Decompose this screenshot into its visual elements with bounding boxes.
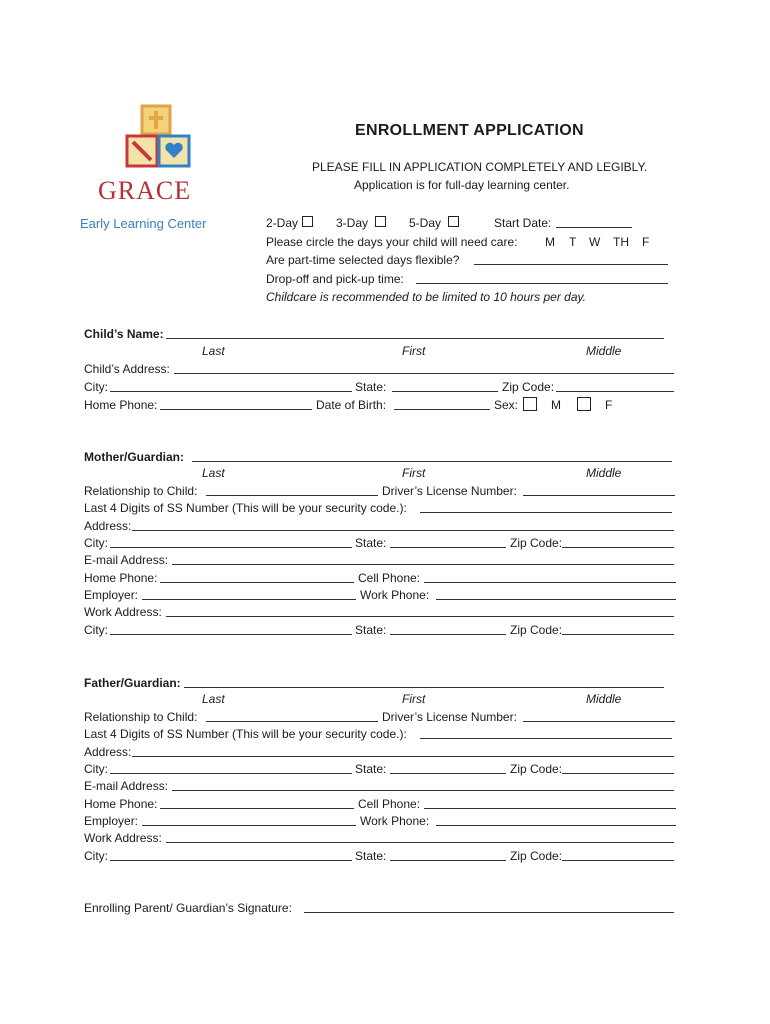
father-work-phone-field[interactable] — [436, 825, 676, 826]
child-address-field[interactable] — [174, 373, 674, 374]
father-work-address-label: Work Address: — [84, 831, 162, 845]
sex-m-label: M — [551, 398, 561, 412]
mother-work-zip-label: Zip Code: — [510, 623, 563, 637]
father-home-phone-field[interactable] — [160, 808, 354, 809]
mother-city-label: City: — [84, 536, 108, 550]
sex-f-checkbox[interactable] — [577, 397, 591, 411]
mother-employer-field[interactable] — [142, 599, 356, 600]
father-zip-field[interactable] — [562, 773, 674, 774]
mother-email-field[interactable] — [172, 564, 674, 565]
child-middle-caption: Middle — [586, 344, 622, 358]
sex-m-checkbox[interactable] — [523, 397, 537, 411]
father-relationship-field[interactable] — [206, 721, 378, 722]
day-f[interactable]: F — [642, 235, 650, 249]
child-city-field[interactable] — [110, 391, 352, 392]
child-name-label: Child’s Name: — [84, 327, 164, 341]
part-time-field[interactable] — [474, 264, 668, 265]
child-name-field[interactable] — [166, 338, 664, 339]
dropoff-field[interactable] — [416, 283, 668, 284]
mother-cell-phone-label: Cell Phone: — [358, 571, 421, 585]
father-home-phone-label: Home Phone: — [84, 797, 158, 811]
mother-work-phone-label: Work Phone: — [360, 588, 430, 602]
father-relationship-label: Relationship to Child: — [84, 710, 198, 724]
instruction-2: Application is for full-day learning center. — [354, 178, 570, 192]
father-middle-caption: Middle — [586, 692, 622, 706]
two-day-checkbox[interactable] — [302, 216, 313, 227]
father-work-zip-label: Zip Code: — [510, 849, 563, 863]
dropoff-label: Drop-off and pick-up time: — [266, 272, 404, 286]
hours-note: Childcare is recommended to be limited to 10 hours per day. — [266, 290, 586, 304]
father-cell-phone-field[interactable] — [424, 808, 676, 809]
day-t[interactable]: T — [569, 235, 577, 249]
mother-employer-label: Employer: — [84, 588, 139, 602]
child-state-label: State: — [355, 380, 387, 394]
start-date-field[interactable] — [556, 227, 632, 228]
father-name-field[interactable] — [184, 687, 664, 688]
mother-city-field[interactable] — [110, 547, 352, 548]
sex-f-label: F — [605, 398, 613, 412]
mother-work-city-field[interactable] — [110, 634, 352, 635]
day-w[interactable]: W — [589, 235, 601, 249]
mother-heading: Mother/Guardian: — [84, 450, 185, 464]
father-city-field[interactable] — [110, 773, 352, 774]
instruction-1: PLEASE FILL IN APPLICATION COMPLETELY AND LEGIBLY. — [312, 160, 648, 174]
mother-email-label: E-mail Address: — [84, 553, 169, 567]
day-th[interactable]: TH — [613, 235, 629, 249]
mother-work-state-label: State: — [355, 623, 387, 637]
mother-license-label: Driver’s License Number: — [382, 484, 517, 498]
father-work-state-label: State: — [355, 849, 387, 863]
father-first-caption: First — [402, 692, 426, 706]
mother-last-caption: Last — [202, 466, 225, 480]
father-work-zip-field[interactable] — [562, 860, 674, 861]
mother-license-field[interactable] — [523, 495, 675, 496]
child-zip-field[interactable] — [556, 391, 674, 392]
father-email-field[interactable] — [172, 790, 674, 791]
father-ssn-field[interactable] — [420, 738, 672, 739]
father-work-city-field[interactable] — [110, 860, 352, 861]
father-work-state-field[interactable] — [390, 860, 506, 861]
mother-zip-field[interactable] — [562, 547, 674, 548]
mother-ssn-field[interactable] — [420, 512, 672, 513]
circle-days-label: Please circle the days your child will need care: — [266, 235, 518, 249]
father-city-label: City: — [84, 762, 108, 776]
mother-work-zip-field[interactable] — [562, 634, 674, 635]
child-home-phone-label: Home Phone: — [84, 398, 158, 412]
two-day-label: 2-Day — [266, 216, 299, 230]
father-employer-field[interactable] — [142, 825, 356, 826]
five-day-label: 5-Day — [409, 216, 442, 230]
mother-first-caption: First — [402, 466, 426, 480]
mother-home-phone-label: Home Phone: — [84, 571, 158, 585]
mother-cell-phone-field[interactable] — [424, 582, 676, 583]
child-last-caption: Last — [202, 344, 225, 358]
mother-work-address-field[interactable] — [166, 616, 674, 617]
mother-middle-caption: Middle — [586, 466, 622, 480]
child-address-label: Child’s Address: — [84, 362, 170, 376]
mother-work-address-label: Work Address: — [84, 605, 162, 619]
child-dob-field[interactable] — [394, 409, 490, 410]
child-zip-label: Zip Code: — [502, 380, 555, 394]
father-work-phone-label: Work Phone: — [360, 814, 430, 828]
father-ssn-label: Last 4 Digits of SS Number (This will be your security code.): — [84, 727, 407, 741]
blocks-logo-icon — [105, 100, 225, 180]
mother-state-label: State: — [355, 536, 387, 550]
page-title: ENROLLMENT APPLICATION — [355, 122, 584, 139]
mother-work-phone-field[interactable] — [436, 599, 676, 600]
start-date-label: Start Date: — [494, 216, 552, 230]
part-time-label: Are part-time selected days flexible? — [266, 253, 460, 267]
logo-subtitle: Early Learning Center — [80, 216, 207, 231]
father-address-field[interactable] — [132, 756, 674, 757]
father-work-address-field[interactable] — [166, 842, 674, 843]
mother-home-phone-field[interactable] — [160, 582, 354, 583]
father-license-label: Driver’s License Number: — [382, 710, 517, 724]
mother-work-city-label: City: — [84, 623, 108, 637]
father-employer-label: Employer: — [84, 814, 139, 828]
mother-state-field[interactable] — [390, 547, 506, 548]
child-first-caption: First — [402, 344, 426, 358]
child-sex-label: Sex: — [494, 398, 519, 412]
father-cell-phone-label: Cell Phone: — [358, 797, 421, 811]
five-day-checkbox[interactable] — [448, 216, 459, 227]
child-dob-label: Date of Birth: — [316, 398, 387, 412]
mother-work-state-field[interactable] — [390, 634, 506, 635]
child-city-label: City: — [84, 380, 108, 394]
three-day-label: 3-Day — [336, 216, 369, 230]
mother-ssn-label: Last 4 Digits of SS Number (This will be your security code.): — [84, 501, 407, 515]
mother-relationship-field[interactable] — [206, 495, 378, 496]
mother-address-field[interactable] — [132, 530, 674, 531]
mother-address-label: Address: — [84, 519, 132, 533]
father-state-label: State: — [355, 762, 387, 776]
logo — [98, 100, 225, 205]
child-home-phone-field[interactable] — [160, 409, 312, 410]
father-address-label: Address: — [84, 745, 132, 759]
day-m[interactable]: M — [545, 235, 555, 249]
father-license-field[interactable] — [523, 721, 675, 722]
signature-field[interactable] — [304, 912, 674, 913]
father-email-label: E-mail Address: — [84, 779, 169, 793]
child-state-field[interactable] — [392, 391, 498, 392]
three-day-checkbox[interactable] — [375, 216, 386, 227]
mother-relationship-label: Relationship to Child: — [84, 484, 198, 498]
mother-name-field[interactable] — [192, 461, 672, 462]
father-work-city-label: City: — [84, 849, 108, 863]
logo-name: GRACE — [98, 176, 192, 205]
father-last-caption: Last — [202, 692, 225, 706]
father-state-field[interactable] — [390, 773, 506, 774]
signature-label: Enrolling Parent/ Guardian’s Signature: — [84, 901, 292, 915]
mother-zip-label: Zip Code: — [510, 536, 563, 550]
father-zip-label: Zip Code: — [510, 762, 563, 776]
father-heading: Father/Guardian: — [84, 676, 181, 690]
